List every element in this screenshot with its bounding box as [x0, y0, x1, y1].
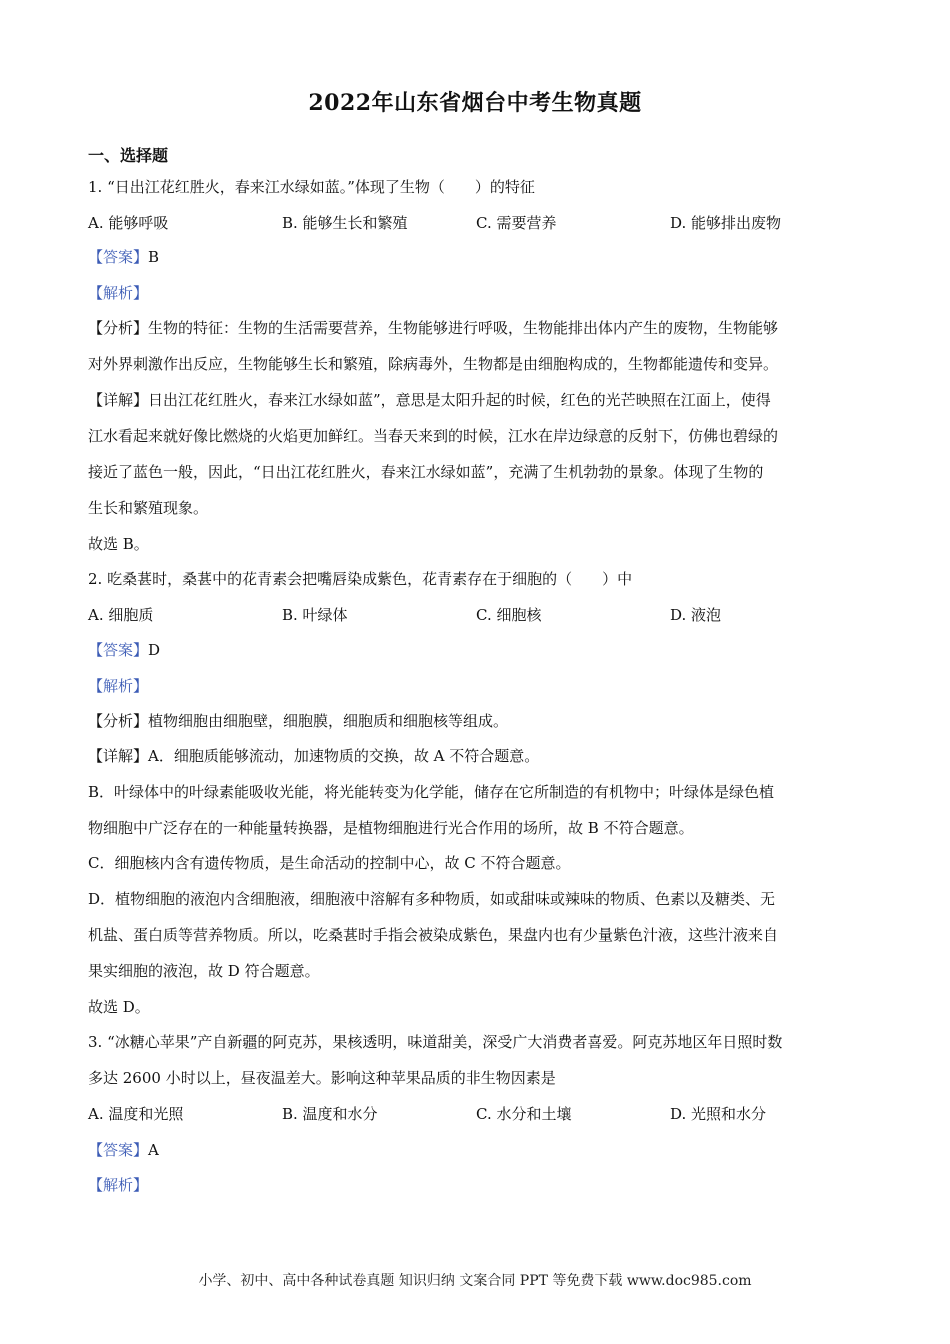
q1-conclusion: 故选 B。	[88, 535, 149, 553]
detail-tag: 【详解】	[88, 747, 149, 765]
q3-answer-line	[88, 1140, 863, 1160]
q1-option-c: C. 需要营养	[476, 214, 557, 232]
q2-detail-a-text: A．细胞质能够流动，加速物质的交换，故 A 不符合题意。	[148, 747, 540, 765]
q2-detail-line-d3: 果实细胞的液泡，故 D 符合题意。	[88, 962, 320, 980]
q2-option-d: D. 液泡	[670, 606, 722, 624]
q2-option-b: B. 叶绿体	[282, 606, 348, 624]
q2-detail-line-b1: B．叶绿体中的叶绿素能吸收光能，将光能转变为化学能，储存在它所制造的有机物中；叶绿体是绿色植	[88, 783, 775, 801]
page-title: 2022年山东省烟台中考生物真题	[308, 90, 642, 116]
q2-conclusion: 故选 D。	[88, 998, 150, 1016]
fenxi-tag: 【分析】	[88, 712, 149, 730]
q2-detail-line-a	[88, 746, 863, 766]
q1-answer: B	[148, 248, 160, 266]
q1-option-a: A. 能够呼吸	[88, 214, 169, 232]
q2-fenxi-text: 植物细胞由细胞壁，细胞膜，细胞质和细胞核等组成。	[148, 712, 509, 730]
q2-detail-line-c: C．细胞核内含有遗传物质，是生命活动的控制中心，故 C 不符合题意。	[88, 854, 571, 872]
fenxi-tag: 【分析】	[88, 319, 149, 337]
q1-option-b: B. 能够生长和繁殖	[282, 214, 408, 232]
analysis-tag: 【解析】	[88, 677, 149, 695]
section-heading: 一、选择题	[88, 146, 169, 165]
detail-tag: 【详解】	[88, 391, 149, 409]
q1-detail-line-2: 江水看起来就好像比燃烧的火焰更加鲜红。当春天来到的时候，江水在岸边绿意的反射下，仿佛也碧绿的	[88, 427, 779, 445]
q2-answer-line	[88, 640, 863, 660]
q2-option-c: C. 细胞核	[476, 606, 542, 624]
q2-answer: D	[148, 641, 161, 659]
q1-detail-text: 日出江花红胜火，春来江水绿如蓝”，意思是太阳升起的时候，红色的光芒映照在江面上，使得	[148, 391, 771, 409]
q3-option-c: C. 水分和土壤	[476, 1105, 572, 1123]
q1-fenxi-text: 生物的特征：生物的生活需要营养，生物能够进行呼吸，生物能排出体内产生的废物，生物能够	[148, 319, 779, 337]
q1-detail-line-4: 生长和繁殖现象。	[88, 499, 209, 517]
analysis-tag: 【解析】	[88, 284, 149, 302]
q1-fenxi-line-2: 对外界刺激作出反应，生物能够生长和繁殖，除病毒外，生物都是由细胞构成的，生物都能遗传和变异。	[88, 355, 779, 373]
q2-option-a: A. 细胞质	[88, 606, 154, 624]
q2-analysis-tag	[88, 676, 863, 696]
q1-detail-line-3: 接近了蓝色一般，因此，“日出江花红胜火，春来江水绿如蓝”，充满了生机勃勃的景象。体现了生物的	[88, 463, 764, 481]
q3-option-a: A. 温度和光照	[88, 1105, 184, 1123]
q1-fenxi-line-1	[88, 318, 863, 338]
answer-tag: 【答案】	[88, 641, 149, 659]
q1-analysis-tag	[88, 283, 863, 303]
q2-detail-line-d2: 机盐、蛋白质等营养物质。所以，吃桑葚时手指会被染成紫色，果盘内也有少量紫色汁液，这些汁液来自	[88, 926, 779, 944]
q3-stem-line-1: 3. “冰糖心苹果”产自新疆的阿克苏，果核透明，味道甜美，深受广大消费者喜爱。阿克苏地区年日照时数	[88, 1033, 783, 1051]
q2-detail-line-d1: D．植物细胞的液泡内含细胞液，细胞液中溶解有多种物质，如或甜味或辣味的物质、色素以及糖类、无	[88, 890, 776, 908]
q3-analysis-tag	[88, 1175, 863, 1195]
q3-option-b: B. 温度和水分	[282, 1105, 378, 1123]
q1-detail-line-1	[88, 390, 863, 410]
answer-tag: 【答案】	[88, 248, 149, 266]
q1-stem: 1. “日出江花红胜火，春来江水绿如蓝。”体现了生物（ ）的特征	[88, 178, 535, 196]
q1-answer-line	[88, 247, 863, 267]
page-footer: 小学、初中、高中各种试卷真题 知识归纳 文案合同 PPT 等免费下载 www.doc985.com	[198, 1273, 752, 1289]
q2-stem: 2. 吃桑葚时，桑葚中的花青素会把嘴唇染成紫色，花青素存在于细胞的（ ）中	[88, 570, 633, 588]
q3-stem-line-2: 多达 2600 小时以上，昼夜温差大。影响这种苹果品质的非生物因素是	[88, 1069, 556, 1087]
q2-fenxi-line	[88, 711, 863, 731]
answer-tag: 【答案】	[88, 1141, 149, 1159]
q3-option-d: D. 光照和水分	[670, 1105, 767, 1123]
q3-answer: A	[148, 1141, 159, 1159]
analysis-tag: 【解析】	[88, 1176, 149, 1194]
q2-detail-line-b2: 物细胞中广泛存在的一种能量转换器，是植物细胞进行光合作用的场所，故 B 不符合题意。	[88, 819, 694, 837]
q1-option-d: D. 能够排出废物	[670, 214, 782, 232]
